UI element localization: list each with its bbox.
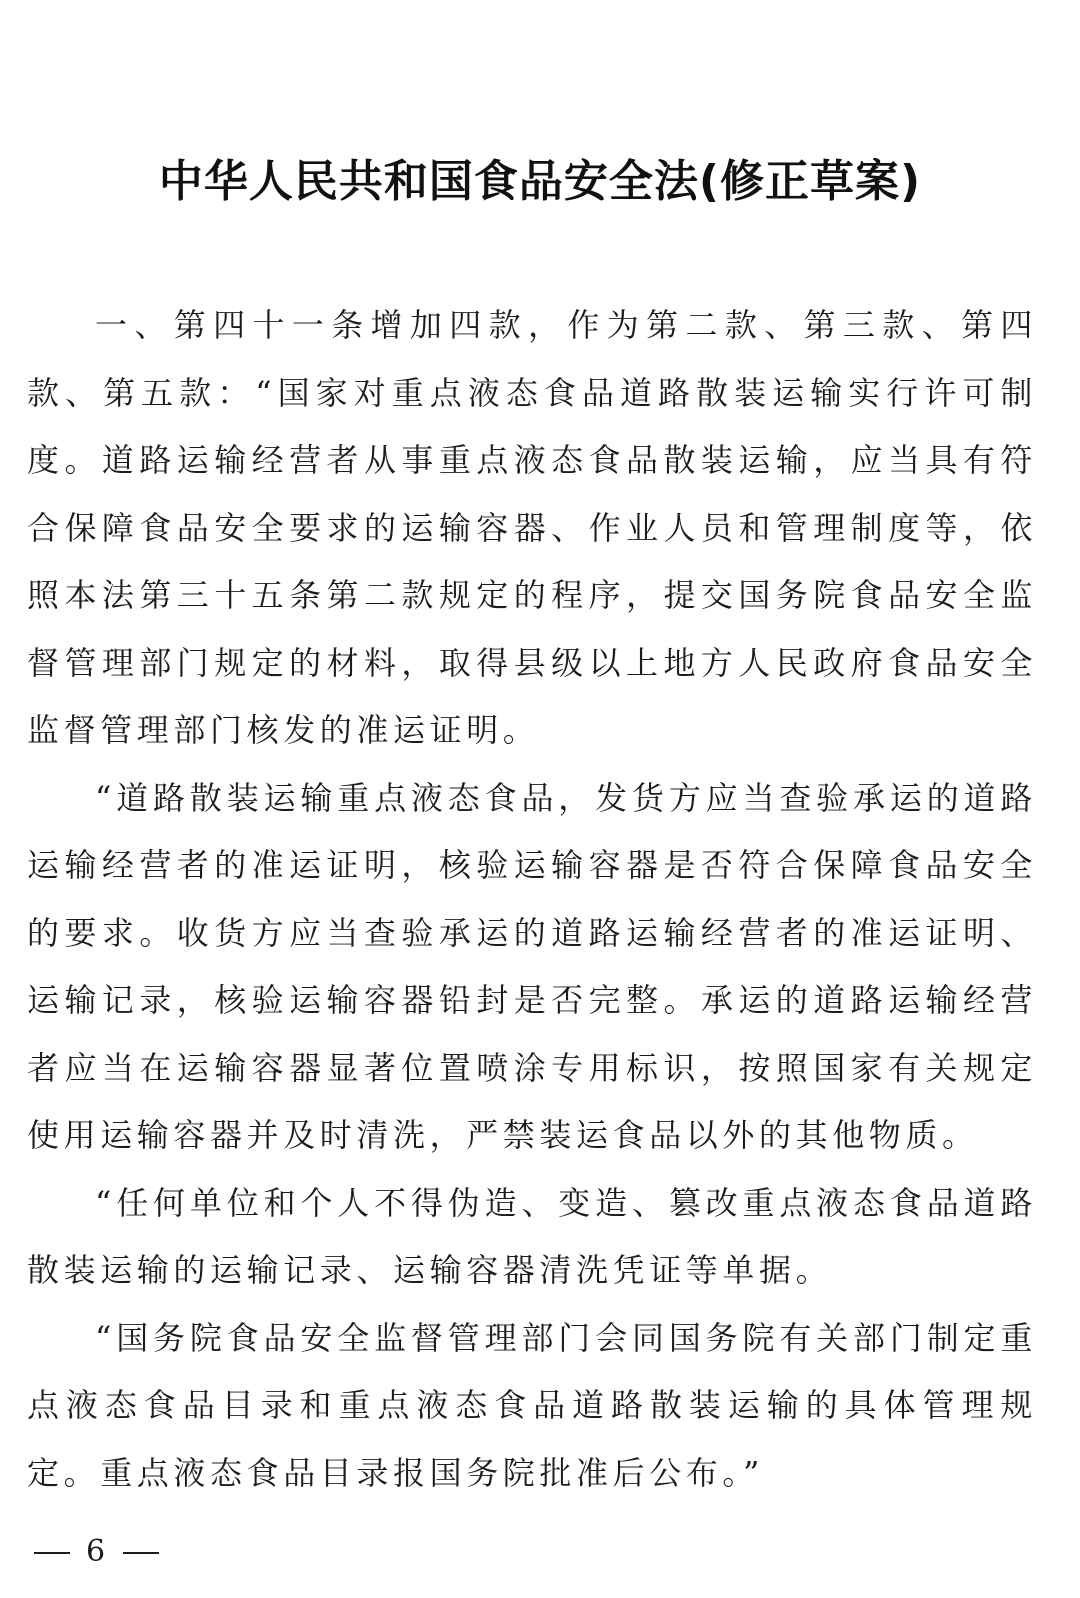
document-title: 中华人民共和国食品安全法(修正草案) (158, 156, 922, 207)
page-number: 6 (86, 1534, 108, 1569)
paragraph-article-41: 一、第四十一条增加四款，作为第二款、第三款、第四款、第五款：“国家对重点液态食品道路散装运输实行许可制度。道路运输经营者从事重点液态食品散装运输，应当具有符合保障食品安全要求的运输容器、作业人员和管理制度等，依照本法第三十五条第二款规定的程序，提交国务院食品安全监督管理部门规定的材料，取得县级以上地方人民政府食品安全监督管理部门核发的准运证明。 (27, 306, 1037, 749)
page-number-dash-left (34, 1552, 70, 1554)
paragraph-catalogue: “国务院食品安全监督管理部门会同国务院有关部门制定重点液态食品目录和重点液态食品道路散装运输的具体管理规定。重点液态食品目录报国务院批准后公布。” (27, 1318, 1037, 1492)
paragraph-shipper-receiver: “道路散装运输重点液态食品，发货方应当查验承运的道路运输经营者的准运证明，核验运输容器是否符合保障食品安全的要求。收货方应当查验承运的道路运输经营者的准运证明、运输记录，核验运输容器铅封是否完整。承运的道路运输经营者应当在运输容器显著位置喷涂专用标识，按照国家有关规定使用运输容器并及时清洗，严禁装运食品以外的其他物质。 (27, 778, 1037, 1154)
page-number-dash-right (123, 1552, 159, 1554)
page-footer (34, 1527, 175, 1577)
paragraph-no-forgery: “任何单位和个人不得伪造、变造、篡改重点液态食品道路散装运输的运输记录、运输容器清洗凭证等单据。 (27, 1183, 1037, 1289)
document-body (27, 292, 1037, 1507)
